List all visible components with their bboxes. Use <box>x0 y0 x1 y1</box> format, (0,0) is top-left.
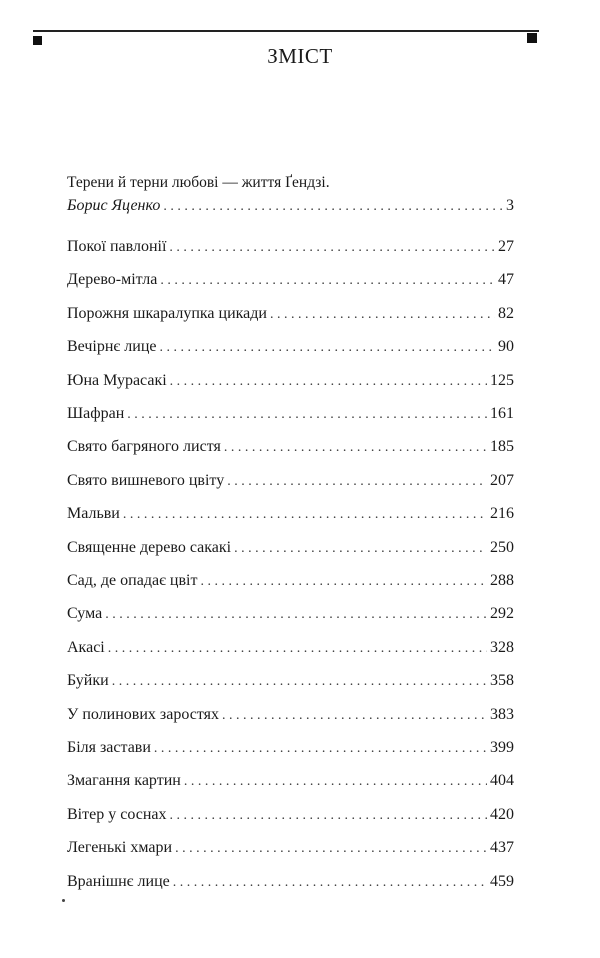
toc-entry-title: Вітер у соснах <box>67 805 167 823</box>
toc-entry-title: Священне дерево сакакі <box>67 538 232 556</box>
dot-leader <box>173 875 487 891</box>
toc-entry-title: Свято вишневого цвіту <box>67 471 225 489</box>
toc-entry <box>67 672 514 690</box>
dot-leader <box>112 674 487 690</box>
dot-leader <box>184 774 487 790</box>
dot-leader <box>200 574 487 590</box>
dot-leader <box>160 340 495 356</box>
toc-entry-page: 358 <box>490 672 514 690</box>
dot-leader <box>160 273 495 289</box>
toc-entry <box>67 472 514 490</box>
toc-entry-page: 250 <box>490 538 514 556</box>
toc-entry-page: 383 <box>490 705 514 723</box>
dot-leader <box>175 841 487 857</box>
toc-entry-title: Дерево-мітла <box>67 271 158 289</box>
toc-entry-title: Порожня шкаралупка цикади <box>67 304 267 322</box>
speck <box>62 899 65 902</box>
toc-entry <box>67 238 514 256</box>
toc-entry-page: 207 <box>490 471 514 489</box>
corner-mark-right <box>527 33 537 43</box>
toc-entry <box>67 639 514 657</box>
toc-entry <box>67 305 514 323</box>
toc-entry <box>67 873 514 891</box>
intro-author: Борис Яценко <box>67 197 161 214</box>
toc-entry-page: 459 <box>490 872 514 890</box>
toc-entry-title: У полинових заростях <box>67 705 219 723</box>
toc-entry <box>67 539 514 557</box>
toc-entry-page: 404 <box>490 772 514 790</box>
toc-entry-title: Шафран <box>67 405 125 422</box>
toc-entry-page: 125 <box>490 371 514 389</box>
toc-entry <box>67 572 514 590</box>
toc-entry-page: 437 <box>490 839 514 857</box>
intro-entry <box>67 197 514 215</box>
dot-leader <box>123 507 487 523</box>
toc-entry <box>67 605 514 623</box>
toc-entry-page: 288 <box>490 572 514 589</box>
dot-leader <box>108 641 487 657</box>
dot-leader <box>234 541 487 557</box>
toc-entry-title: Мальви <box>67 505 120 523</box>
intro-title: Терени й терни любові — життя Ґендзі. <box>67 174 330 191</box>
toc-entry-title: Біля застави <box>67 739 151 756</box>
dot-leader <box>105 607 487 623</box>
toc-entry-page: 399 <box>490 739 514 756</box>
dot-leader <box>227 474 487 490</box>
toc-entry <box>67 372 514 390</box>
toc-entry-title: Буйки <box>67 672 109 690</box>
dot-leader <box>169 240 495 256</box>
dot-leader <box>170 374 487 390</box>
toc-entry <box>67 839 514 857</box>
dot-leader <box>169 808 487 824</box>
toc-entry-page: 47 <box>498 271 514 289</box>
toc-entry-title: Змагання картин <box>67 772 181 790</box>
toc-entry-title: Сад, де опадає цвіт <box>67 572 198 589</box>
toc-entry <box>67 338 514 356</box>
dot-leader <box>127 407 487 423</box>
toc-entry <box>67 271 514 289</box>
toc-entry-title: Вечірнє лице <box>67 338 157 356</box>
toc-entry-page: 328 <box>490 638 514 656</box>
toc-entry-page: 292 <box>490 605 514 623</box>
toc-entry-title: Покої павлонії <box>67 238 167 255</box>
toc-entry-title: Сума <box>67 605 103 623</box>
intro-page: 3 <box>506 197 514 214</box>
dot-leader <box>224 440 487 456</box>
toc-entry-page: 420 <box>490 805 514 823</box>
toc-entry <box>67 806 514 824</box>
toc-entry <box>67 438 514 456</box>
dot-leader <box>222 708 487 724</box>
toc-entry <box>67 405 514 423</box>
dot-leader <box>154 741 487 757</box>
toc-entry-title: Юна Мурасакі <box>67 371 167 389</box>
dot-leader <box>163 199 503 215</box>
toc-entry-page: 216 <box>490 505 514 523</box>
toc-entry-title: Легенькі хмари <box>67 839 173 857</box>
toc-entry-page: 161 <box>490 405 514 422</box>
toc-entry-page: 90 <box>498 338 514 356</box>
dot-leader <box>270 307 495 323</box>
toc-entry <box>67 706 514 724</box>
top-rule <box>33 30 539 32</box>
toc-entry <box>67 739 514 757</box>
toc-entry-page: 185 <box>490 438 514 456</box>
toc-entry-title: Вранішнє лице <box>67 872 170 890</box>
toc-entry-title: Акасі <box>67 638 105 656</box>
toc-entry-page: 27 <box>498 238 514 255</box>
page-title: ЗМІСТ <box>267 44 333 68</box>
toc-entry-page: 82 <box>498 304 514 322</box>
toc-entry <box>67 772 514 790</box>
toc-entry <box>67 505 514 523</box>
toc-entry-title: Свято багряного листя <box>67 438 221 456</box>
